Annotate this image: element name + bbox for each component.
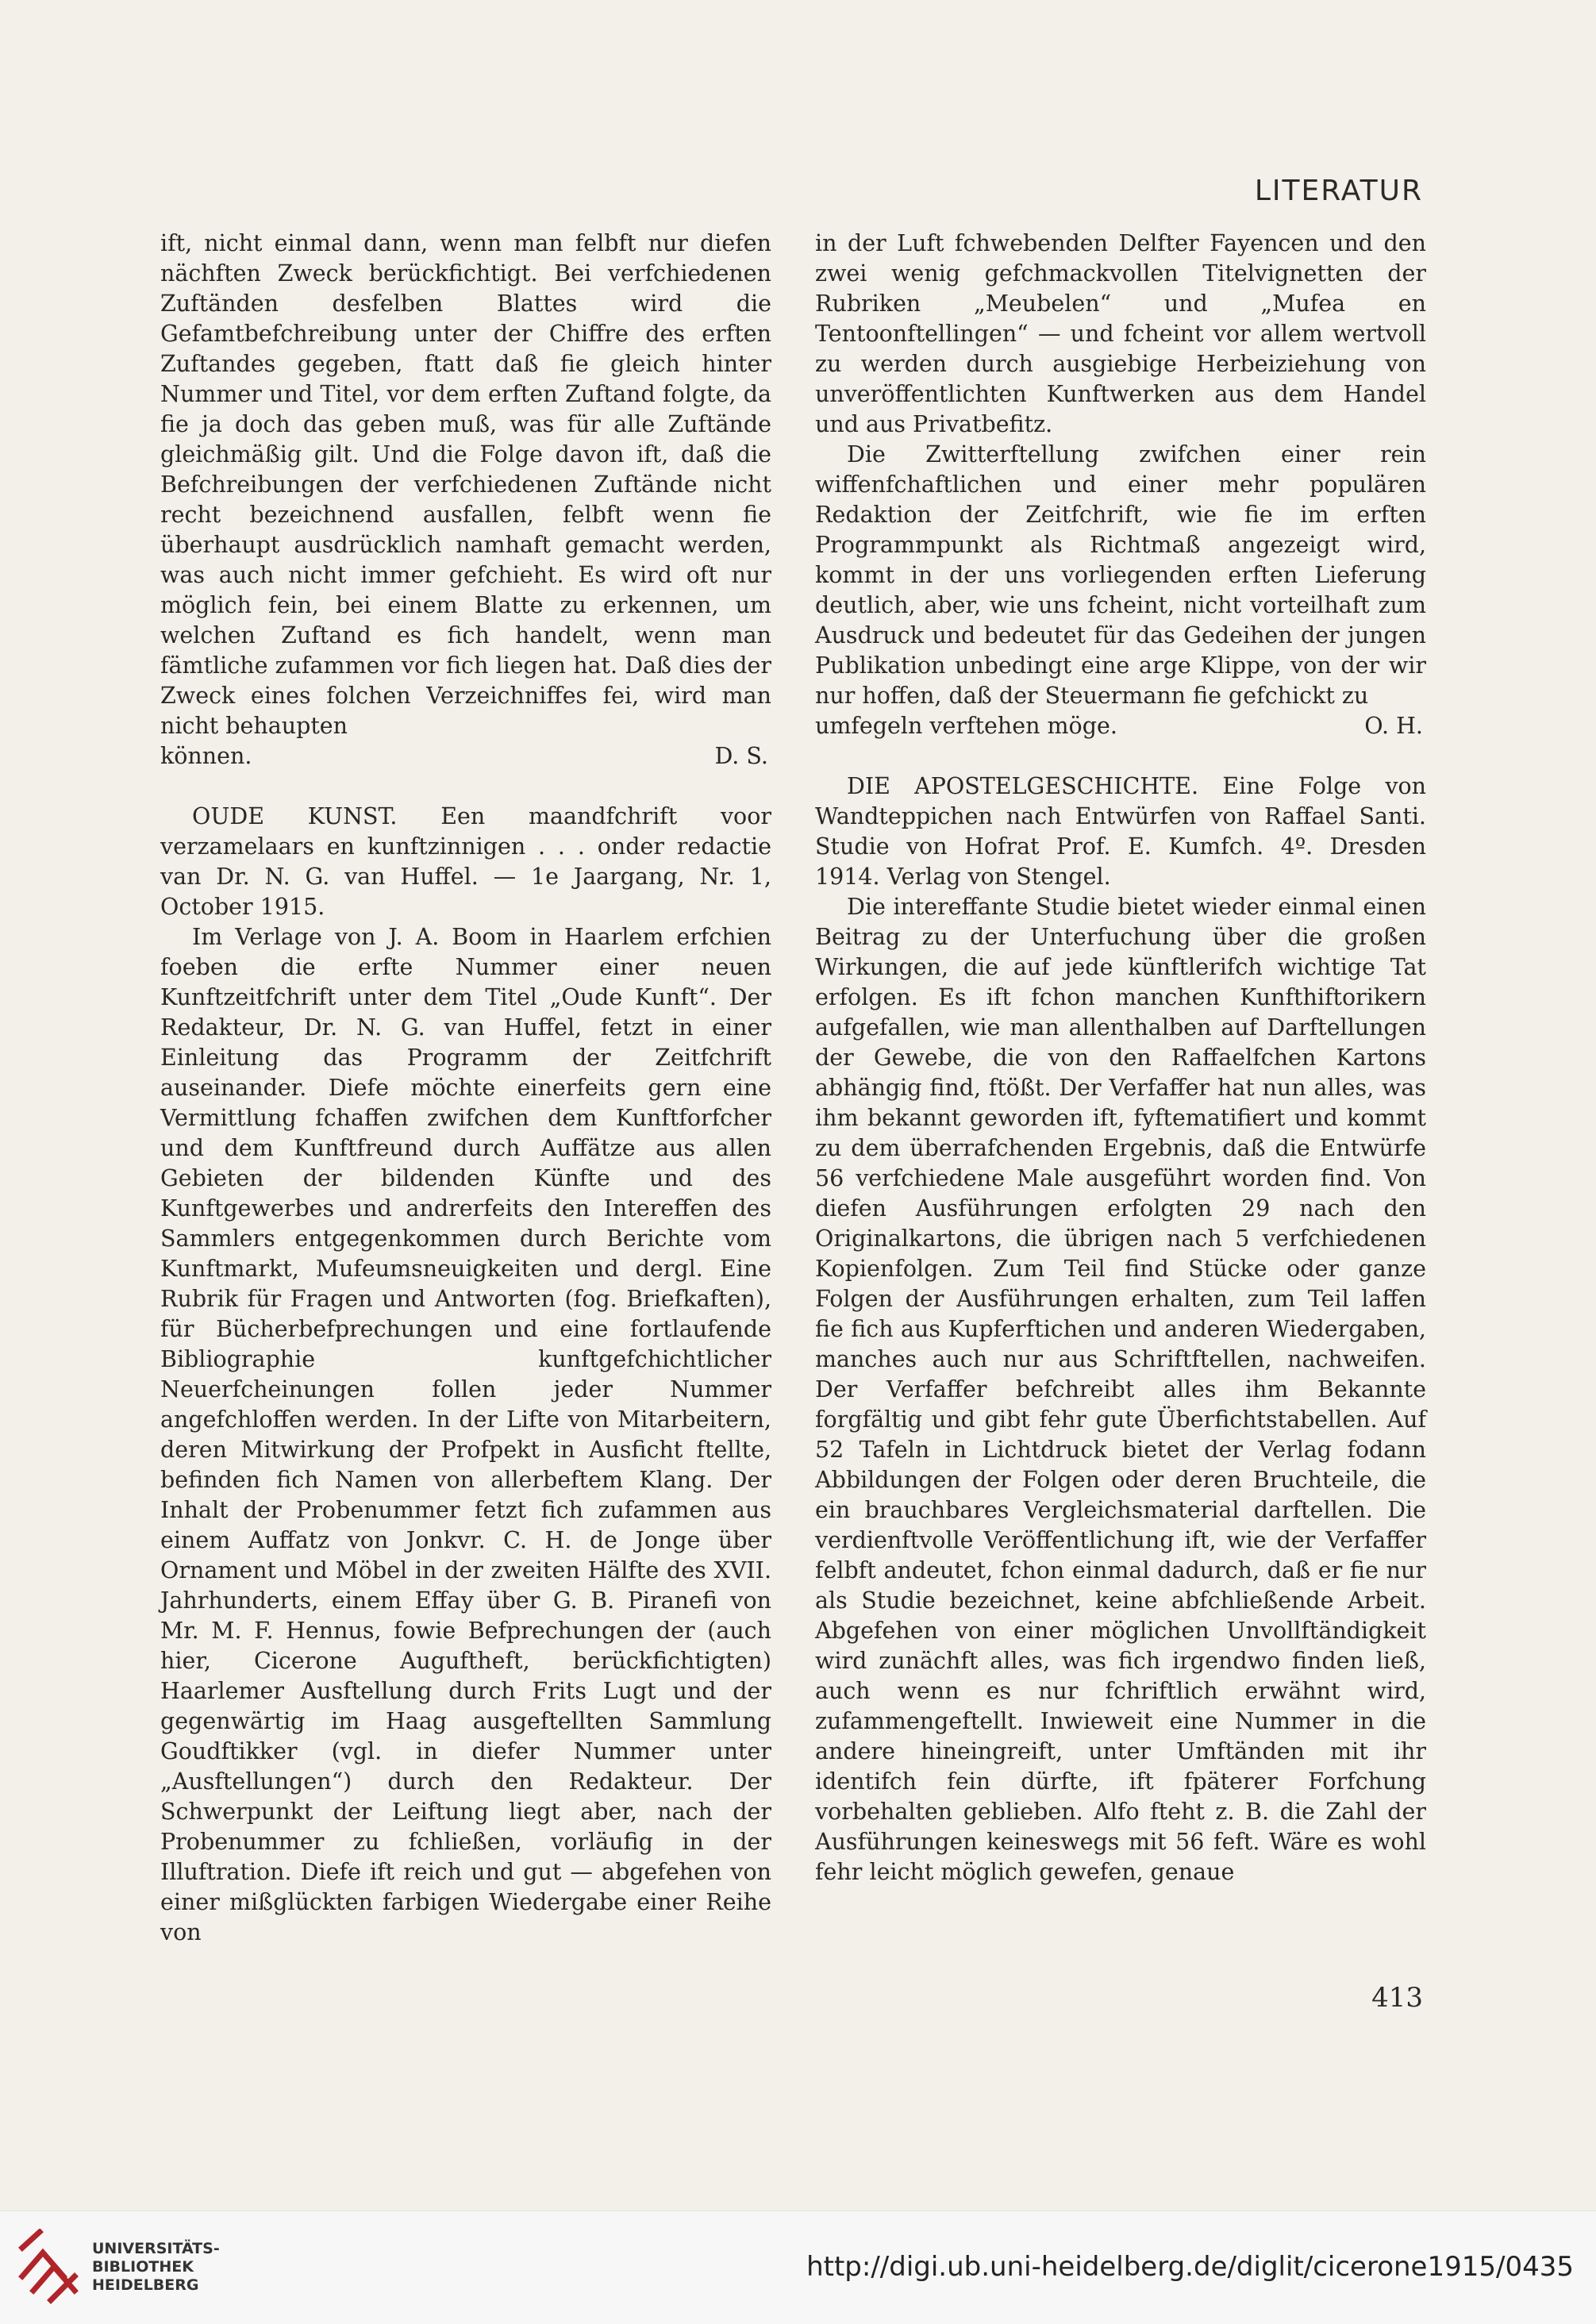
oude-kunst-heading: OUDE KUNST. Een maandfchrift voor verzamelaars en kunftzinnigen . . . onder redactie van Dr. N. G. van Huffel. — 1e Jaargang, Nr. 1, October 1915.	[160, 803, 771, 920]
library-name: UNIVERSITÄTS- BIBLIOTHEK HEIDELBERG	[92, 2240, 220, 2294]
oude-kunst-signature: O. H.	[1364, 713, 1423, 739]
review-signature-line	[160, 741, 771, 771]
oude-kunst-body: Im Verlage von J. A. Boom in Haarlem erfchien foeben die erfte Nummer einer neuen Kunftzeitfchrift unter dem Titel „Oude Kunft“. Der Redakteur, Dr. N. G. van Huffel, fetzt in einer Einleitung das Programm der Zeitfchrift auseinander. Diefe möchte einerfeits gern eine Vermittlung fchaffen zwifchen dem Kunftforfcher und dem Kunftfreund durch Auffätze aus allen Gebieten der bildenden Künfte und des Kunftgewerbes und andrerfeits den Intereffen des Sammlers entgegenkommen durch Berichte vom Kunftmarkt, Mufeumsneuigkeiten und dergl. Eine Rubrik für Fragen und Antworten (fog. Briefkaften), für Bücherbefprechungen und eine fortlaufende Bibliographie kunftgefchichtlicher Neuerfcheinungen follen jeder Nummer angefchloffen werden. In der Lifte von Mitarbeitern, deren Mitwirkung der Profpekt in Ausficht ftellte, befinden fich Namen von allerbeftem Klang. Der Inhalt der Probenummer fetzt fich zufammen aus einem Auffatz von Jonkvr. C. H. de Jonge über Ornament und Möbel in der zweiten Hälfte des XVII. Jahrhunderts, einem Effay über G. B. Piranefi von Mr. M. F. Hennus, fowie Befprechungen der (auch hier, Cicerone Auguftheft, berückfichtigten) Haarlemer Ausftellung durch Frits Lugt und der gegenwärtig im Haag ausgeftellten Sammlung Goudftikker (vgl. in diefer Nummer unter „Ausftellungen“) durch den Redakteur. Der Schwerpunkt der Leiftung liegt aber, nach der Probenummer zu fchließen, vorläufig in der Illuftration. Diefe ift reich und gut — abgefehen von einer mißglückten farbigen Wiedergabe einer Reihe von	[160, 924, 771, 1945]
oude-kunst-continued: in der Luft fchwebenden Delfter Fayencen und den zwei wenig gefchmackvollen Titelvignetten der Rubriken „Meubelen“ und „Mufea en Tentoonftellingen“ — und fcheint vor allem wertvoll zu werden durch ausgiebige Herbeiziehung von unveröffentlichten Kunftwerken aus dem Handel und aus Privatbefitz.	[815, 230, 1426, 437]
oude-kunst-para2: Die Zwitterftellung zwifchen einer rein wiffenfchaftlichen und einer mehr populären Redaktion der Zeitfchrift, wie fie im erften Programmpunkt als Richtmaß angezeigt wird, kommt in der uns vorliegenden erften Lieferung deutlich, aber, wie uns fcheint, nicht vorteilhaft zum Ausdruck und bedeutet für das Gedeihen der jungen Publikation unbedingt eine arge Klippe, von der wir nur hoffen, daß der Steuermann fie gefchickt zu	[815, 441, 1426, 709]
apostel-body: Die intereffante Studie bietet wieder einmal einen Beitrag zu der Unterfuchung über die großen Wirkungen, die auf jede künftlerifch wichtige Tat erfolgen. Es ift fchon manchen Kunfthiftorikern aufgefallen, wie man allenthalben auf Darftellungen der Gewebe, die von den Raffaelfchen Kartons abhängig find, ftößt. Der Verfaffer hat nun alles, was ihm bekannt geworden ift, fyftematifiert und kommt zu dem überrafchenden Ergebnis, daß die Entwürfe 56 verfchiedene Male ausgeführt worden find. Von diefen Ausführungen erfolgten 29 nach den Originalkartons, die übrigen nach 5 verfchiedenen Kopienfolgen. Zum Teil find Stücke oder ganze Folgen der Ausführungen erhalten, zum Teil laffen fie fich aus Kupferftichen und anderen Wiedergaben, manches auch nur aus Schriftftellen, nachweifen. Der Verfaffer befchreibt alles ihm Bekannte forgfältig und gibt fehr gute Überfichtstabellen. Auf 52 Tafeln in Lichtdruck bietet der Verlag fodann Abbildungen der Folgen oder deren Bruchteile, die ein brauchbares Vergleichsmaterial darftellen. Die verdienftvolle Veröffentlichung ift, wie der Verfaffer felbft andeutet, fchon einmal dadurch, daß er fie nur als Studie bezeichnet, keine abfchließende Arbeit. Abgefehen von einer möglichen Unvollftändigkeit wird zunächft alles, was fich irgendwo finden ließ, auch wenn es nur fchriftlich erwähnt wird, zufammengeftellt. Inwieweit eine Nummer in die andere hineingreift, unter Umftänden mit ihr identifch fein dürfte, ift fpäterer Forfchung vorbehalten geblieben. Alfo fteht z. B. die Zahl der Ausführungen keineswegs mit 56 feft. Wäre es wohl fehr leicht möglich gewefen, genaue	[815, 894, 1426, 1885]
apostel-heading: DIE APOSTELGESCHICHTE. Eine Folge von Wandteppichen nach Entwürfen von Raffael Santi. Studie von Hofrat Prof. E. Kumfch. 4º. Dresden 1914. Verlag von Stengel.	[815, 773, 1426, 890]
right-column	[815, 229, 1426, 1887]
review-continued-text: ift, nicht einmal dann, wenn man felbft nur diefen nächften Zweck berückfichtigt. Bei verfchiedenen Zuftänden desfelben Blattes wird die Gefamtbefchreibung unter der Chiffre des erften Zuftandes gegeben, ftatt daß fie gleich hinter Nummer und Titel, vor dem erften Zuftand folgte, da fie ja doch das geben muß, was für alle Zuftände gleichmäßig gilt. Und die Folge davon ift, daß die Befchreibungen der verfchiedenen Zuftände nicht recht bezeichnend ausfallen, felbft wenn fie überhaupt ausdrücklich namhaft gemacht werden, was auch nicht immer gefchieht. Es wird oft nur möglich fein, bei einem Blatte zu erkennen, um welchen Zuftand es fich handelt, wenn man fämtliche zufammen vor fich liegen hat. Daß dies der Zweck eines folchen Verzeichniffes fei, wird man nicht behaupten	[160, 230, 771, 739]
review-last-line: können.	[160, 743, 252, 769]
page-number: 413	[1371, 1982, 1423, 2014]
left-column	[160, 229, 771, 1948]
ub-heidelberg-logo-icon[interactable]	[16, 2229, 81, 2305]
footer-bar	[0, 2210, 1596, 2324]
running-head: LITERATUR	[1254, 175, 1423, 207]
oude-kunst-last-line: umfegeln verftehen möge.	[815, 713, 1117, 739]
source-url-link[interactable]: http://digi.ub.uni-heidelberg.de/diglit/cicerone1915/0435	[806, 2251, 1574, 2283]
oude-kunst-signature-line	[815, 711, 1426, 741]
review-signature: D. S.	[714, 743, 768, 769]
